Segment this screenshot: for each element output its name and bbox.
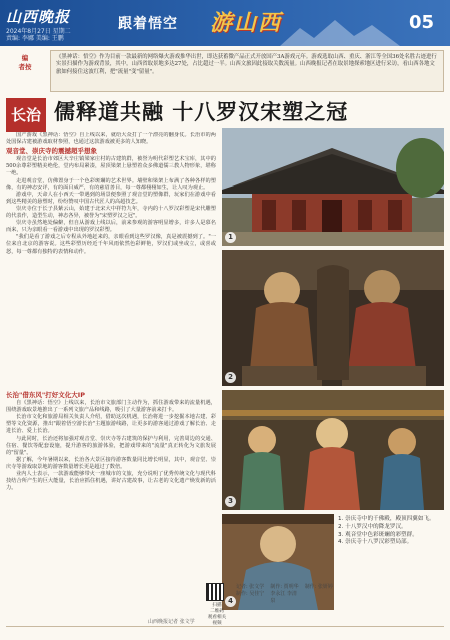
region-tag: 长治 bbox=[6, 98, 46, 132]
qr-label-line: 视频 bbox=[212, 621, 222, 626]
qr-label-line: 观看相关 bbox=[207, 615, 227, 620]
photo-captions bbox=[338, 516, 446, 547]
qr-code[interactable] bbox=[206, 583, 224, 601]
article-body-top bbox=[6, 132, 216, 385]
article-paragraph: 崇庆寺虽然地处偏僻，但自从游戏上线以后，前来参观的游客明显增多，许多人是慕名而来，只为亲眼看一看游戏中出现的罗汉彩塑。 bbox=[6, 220, 216, 234]
page-header bbox=[0, 0, 450, 46]
section-subheading: 观音堂、崇庆寺的震撼超乎想象 bbox=[6, 147, 97, 156]
caption-item: 2. 十八罗汉中的降龙罗汉。 bbox=[338, 523, 407, 530]
series-title: 跟着悟空 bbox=[118, 16, 178, 32]
article-paragraph: 自《黑神话：悟空》上线以来，长治市文旅部门主动作为，抓住游戏带来的流量机遇，围绕游戏取景地推出了一系列文旅产品和线路，吸引了大量游客前来打卡。 bbox=[6, 400, 216, 414]
temple-hall-image bbox=[222, 128, 444, 246]
bottom-divider bbox=[6, 626, 444, 627]
arhat-statue-image bbox=[222, 250, 444, 386]
photo-arhat-statue bbox=[222, 250, 444, 386]
article-paragraph: 游戏中，天命人在小西天一带遇到的场景便参照了观音堂的塑像群，玩家们在游戏中看到这些精美的悬塑时，纷纷赞叹中国古代匠人的高超技艺。 bbox=[6, 191, 216, 205]
caption-item: 3. 观音堂中色彩斑斓的彩塑群。 bbox=[338, 531, 418, 538]
article-body-bottom bbox=[6, 390, 216, 580]
caption-item: 1. 崇庆寺中的千佛殿，殿顶四翼如飞。 bbox=[338, 516, 435, 522]
article-paragraph: 走进观音堂，仿佛置身于一个色彩斑斓的艺术世界。墙壁和梁架上布满了各种各样的塑像，有的神态安详，有的面目威严，有的慈眉善目，每一尊都栩栩如生，让人叹为观止。 bbox=[6, 177, 216, 191]
credit-line: 李永江 李清泉 bbox=[270, 591, 297, 604]
photo-number: 3 bbox=[225, 496, 236, 507]
article-paragraph: "我们是看了游戏之后专程从外地赶来的，亲眼看到这些罗汉像，真是被震撼到了。"一位来自北京的游客说。这些彩塑历经近千年风雨依然色彩鲜艳，罗汉们或坐或立，或喜或怒，每一尊都有独特的表情和动作。 bbox=[6, 234, 216, 255]
page-number: 05 bbox=[408, 12, 434, 33]
credit-line: 制作: 张妍婷 bbox=[304, 584, 333, 590]
article-paragraph: 与此同时，长治还将加强对观音堂、崇庆寺等古建筑的保护与利用，完善周边的交通、住宿、餐饮等配套设施，提升游客的旅游体验，把游戏带来的"流量"真正转化为文旅发展的"留量"。 bbox=[6, 435, 216, 456]
article-paragraph: 长治市文化和旅游局相关负责人介绍，借助这次机遇，长治将进一步挖掘本地古建、彩塑等文化资源，推出"跟着悟空游长治"主题旅游线路，让更多的游客通过游戏了解长治、走进长治、爱上长治。 bbox=[6, 414, 216, 435]
mountain-decoration bbox=[280, 16, 400, 46]
article-paragraph: 据了解，今年暑期以来，长治各大景区接待游客数量同比增长明显，其中，观音堂、崇庆寺等游戏取景地的游客数量增长更是超过了数倍。 bbox=[6, 456, 216, 470]
editor-line: 责编: 李娜 美编: 王鹏 bbox=[6, 35, 64, 42]
photo-painted-sculptures bbox=[222, 390, 444, 510]
article-paragraph: 业内人士表示，一款游戏能够带火一座城市的文旅，充分说明了优秀传统文化与现代科技结合所产生的巨大能量，长治应抓住机遇，讲好古建故事，让古老的文化遗产焕发新的活力。 bbox=[6, 471, 216, 492]
masthead-logo: 山西晚报 bbox=[6, 8, 71, 26]
editor-note-tag bbox=[4, 54, 46, 72]
painted-sculptures-image bbox=[222, 390, 444, 510]
caption-item: 4. 崇庆寺十八罗汉彩塑局部。 bbox=[338, 539, 413, 546]
photo-number: 2 bbox=[225, 372, 236, 383]
series-calligraphy: 游山西 bbox=[210, 10, 283, 36]
qr-label-line: 扫描 bbox=[212, 603, 222, 608]
credit-line: 制作: 吴佳宁 bbox=[236, 591, 265, 597]
credit-line: 制作: 贾明华 bbox=[270, 584, 299, 590]
qr-label bbox=[204, 603, 230, 627]
section-subheading: 长治"借东风"打好文化大IP bbox=[6, 391, 85, 399]
article-paragraph: 国产游戏《黑神话：悟空》自上线以来，就给大众打了一个漂亮的翻身仗。长治市的两处国保古建被游戏取材参照，也通过这款游戏被更多的人知晓。 bbox=[6, 132, 216, 146]
issue-date bbox=[6, 28, 71, 42]
issue-date-line: 2024年8月27日 星期二 bbox=[6, 28, 71, 35]
article-headline: 儒释道共融 十八罗汉宋塑之冠 bbox=[54, 100, 349, 124]
editor-note-tag-line: 编 bbox=[21, 54, 29, 62]
editor-note-tag-line: 者按 bbox=[18, 63, 32, 71]
article-paragraph: 观音堂是长治市郊区大辛庄镇梁家庄村的古建筑群，被誉为明代彩塑艺术宝库，其中的500余尊彩塑精美绝伦，堂内布局紧凑，屋顶梁架上悬塑着众多佛道儒三教人物形象，堪称一绝。 bbox=[6, 156, 216, 177]
editor-note: 《黑神话：悟空》作为目前一款最新的网络爆火游戏推华出世，即达获蓄微产品正式开放国产3A游戏元年。游戏选取山西、重庆、浙江等全国36处名胜古迹进行实景扫描作为游戏背景，其中，山西省取景地多达27处，占比超过一半。山西文旅因此接取关数流量。山西晚报记者在取景地探索地区进行采访，看山西各地文旅如何接住这波红利，把"流量"变"留量"。 bbox=[50, 50, 444, 92]
credits bbox=[236, 584, 336, 605]
byline: 山西晚报记者 张文学 bbox=[148, 619, 195, 625]
credit-line: 记者: 张文学 bbox=[236, 584, 265, 590]
qr-label-line: 二维码 bbox=[210, 609, 224, 614]
photo-temple-hall bbox=[222, 128, 444, 246]
photo-number: 1 bbox=[225, 232, 236, 243]
article-paragraph: 崇庆寺位于长子县紫云山，始建于北宋大中祥符九年，寺内的十八罗汉彩塑是宋代雕塑的代表作，造型生动，神态各异，被誉为"宋塑罗汉之冠"。 bbox=[6, 205, 216, 220]
photo-number: 4 bbox=[225, 596, 236, 607]
